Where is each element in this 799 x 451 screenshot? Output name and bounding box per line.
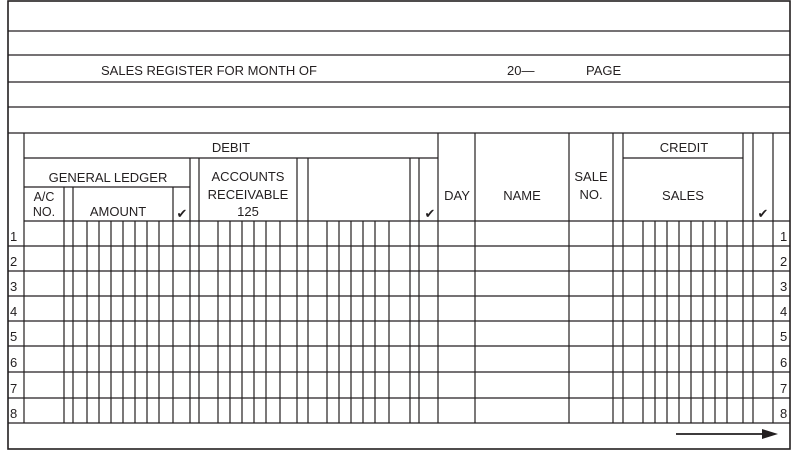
row-number: 6 xyxy=(10,355,18,370)
row-number: 7 xyxy=(10,381,18,396)
credit-check-header: ✔ xyxy=(757,206,769,221)
row-numbers-left xyxy=(10,229,17,421)
row-number: 6 xyxy=(780,355,788,370)
row-number: 1 xyxy=(780,229,788,244)
row-number: 4 xyxy=(10,304,18,319)
accounts-receivable-line3: 125 xyxy=(237,204,259,219)
row-rules xyxy=(8,246,790,423)
name-header: NAME xyxy=(503,188,541,203)
debit-check-header: ✔ xyxy=(424,206,436,221)
sales-register-title: SALES REGISTER FOR MONTH OF xyxy=(101,63,317,78)
arrow-right-icon xyxy=(676,429,778,439)
row-number: 2 xyxy=(10,254,18,269)
sale-no-header-line2: NO. xyxy=(579,187,603,202)
row-number: 1 xyxy=(10,229,18,244)
year-label: 20— xyxy=(507,63,535,78)
amount-header: AMOUNT xyxy=(89,204,147,219)
sales-header: SALES xyxy=(662,188,704,203)
accounts-receivable-line2: RECEIVABLE xyxy=(207,187,289,202)
row-number: 4 xyxy=(780,304,788,319)
row-number: 8 xyxy=(780,406,788,421)
day-header: DAY xyxy=(444,188,470,203)
row-number: 3 xyxy=(780,279,788,294)
row-number: 5 xyxy=(10,329,18,344)
page-label: PAGE xyxy=(586,63,622,78)
row-numbers-right xyxy=(780,229,787,421)
gl-check-header: ✔ xyxy=(176,206,188,221)
ac-no-header-line1: A/C xyxy=(33,190,55,204)
row-number: 8 xyxy=(10,406,18,421)
accounts-receivable-line1: ACCOUNTS xyxy=(211,169,285,184)
general-ledger-header: GENERAL LEDGER xyxy=(48,170,168,185)
row-number: 7 xyxy=(780,381,788,396)
row-number: 2 xyxy=(780,254,788,269)
amount-subcolumn-rules xyxy=(87,221,727,423)
credit-header: CREDIT xyxy=(659,140,709,155)
header-rules xyxy=(8,31,790,133)
sale-no-header-line1: SALE xyxy=(574,169,608,184)
row-number: 5 xyxy=(780,329,788,344)
debit-header: DEBIT xyxy=(211,140,251,155)
ac-no-header-line2: NO. xyxy=(32,205,56,219)
row-number: 3 xyxy=(10,279,18,294)
